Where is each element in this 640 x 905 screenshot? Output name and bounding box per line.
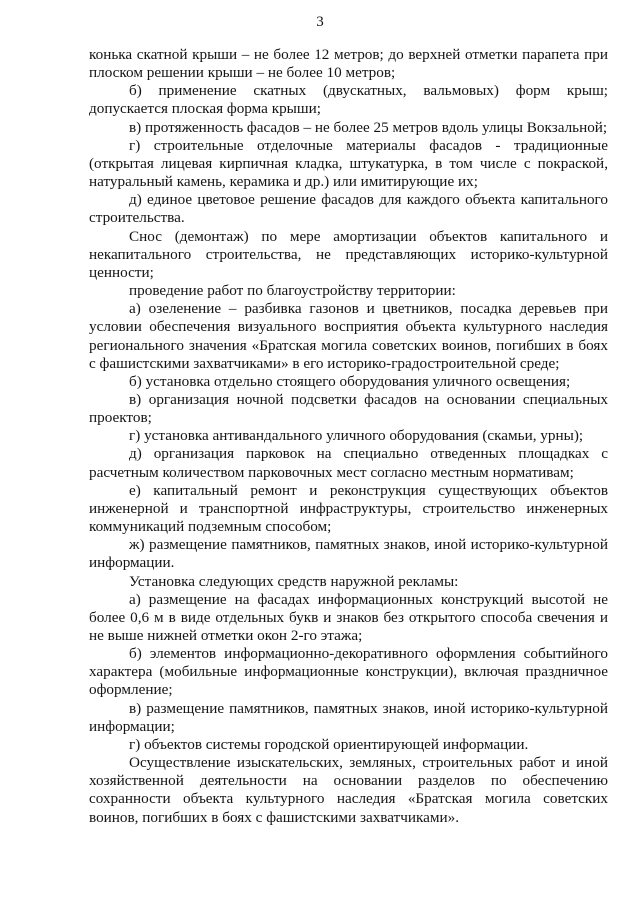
paragraph-facade-length: в) протяженность фасадов – не более 25 метров вдоль улицы Вокзальной; (129, 118, 608, 136)
document-body (89, 46, 608, 827)
paragraph-survey-works: Осуществление изыскательских, земляных, строительных работ и иной хозяйственной деятельности на основании разделов по обеспечению сохранности объекта культурного наследия «Братская могила советских воинов, погибших в боях с фашистскими захватчиками». (89, 754, 608, 826)
paragraph-infrastructure-repair: е) капитальный ремонт и реконструкция существующих объектов инженерной и транспортной инфраструктуры, строительство инженерных коммуникаций подземным способом; (89, 481, 608, 536)
paragraph-event-decoration: б) элементов информационно-декоративного оформления событийного характера (мобильные информационные конструкции), включая праздничное оформление; (89, 645, 608, 699)
paragraph-night-illumination: в) организация ночной подсветки фасадов на основании специальных проектов; (89, 390, 608, 427)
paragraph-parking: д) организация парковок на специально отведенных площадках с расчетным количеством парковочных мест согласно местным нормативам; (89, 445, 608, 481)
paragraph-advertising-intro: Установка следующих средств наружной рекламы: (129, 572, 459, 590)
paragraph-roof-height-continuation: конька скатной крыши – не более 12 метров; до верхней отметки парапета при плоском решении крыши – не более 10 метров; (89, 46, 608, 82)
paragraph-monuments: ж) размещение памятников, памятных знаков, иной историко-культурной информации. (89, 536, 608, 572)
paragraph-monuments-advertising: в) размещение памятников, памятных знаков, иной историко-культурной информации; (89, 699, 608, 735)
paragraph-demolition: Снос (демонтаж) по мере амортизации объектов капитального и некапитального строительства, не представляющих историко-культурной ценности; (89, 227, 608, 281)
paragraph-facade-materials: г) строительные отделочные материалы фасадов - традиционные (открытая лицевая кирпичная кладка, штукатурка, в том числе с покраской, натуральный камень, керамика и др.) или имитирующие их; (89, 136, 608, 191)
page-number: 3 (316, 14, 324, 30)
paragraph-greening: а) озеленение – разбивка газонов и цветников, посадка деревьев при условии обеспечения визуального восприятия объекта культурного наследия регионального значения «Братская могила советских воинов, погибших в боях с фашистскими захватчиками» в его историко-градостроительной среде; (89, 300, 608, 372)
paragraph-facade-color: д) единое цветовое решение фасадов для каждого объекта капитального строительства. (89, 191, 608, 227)
paragraph-wayfinding: г) объектов системы городской ориентирующей информации. (129, 735, 529, 753)
paragraph-roof-forms: б) применение скатных (двускатных, вальмовых) форм крыш; допускается плоская форма крыши; (89, 82, 608, 118)
paragraph-street-lighting: б) установка отдельно стоящего оборудования уличного освещения; (129, 372, 571, 390)
paragraph-facade-signs: а) размещение на фасадах информационных конструкций высотой не более 0,6 м в виде отдельных букв и знаков без открытого способа свечения и не выше нижней отметки окон 2-го этажа; (89, 590, 608, 644)
paragraph-street-furniture: г) установка антивандального уличного оборудования (скамьи, урны); (129, 427, 584, 445)
paragraph-landscaping-intro: проведение работ по благоустройству территории: (129, 282, 456, 300)
